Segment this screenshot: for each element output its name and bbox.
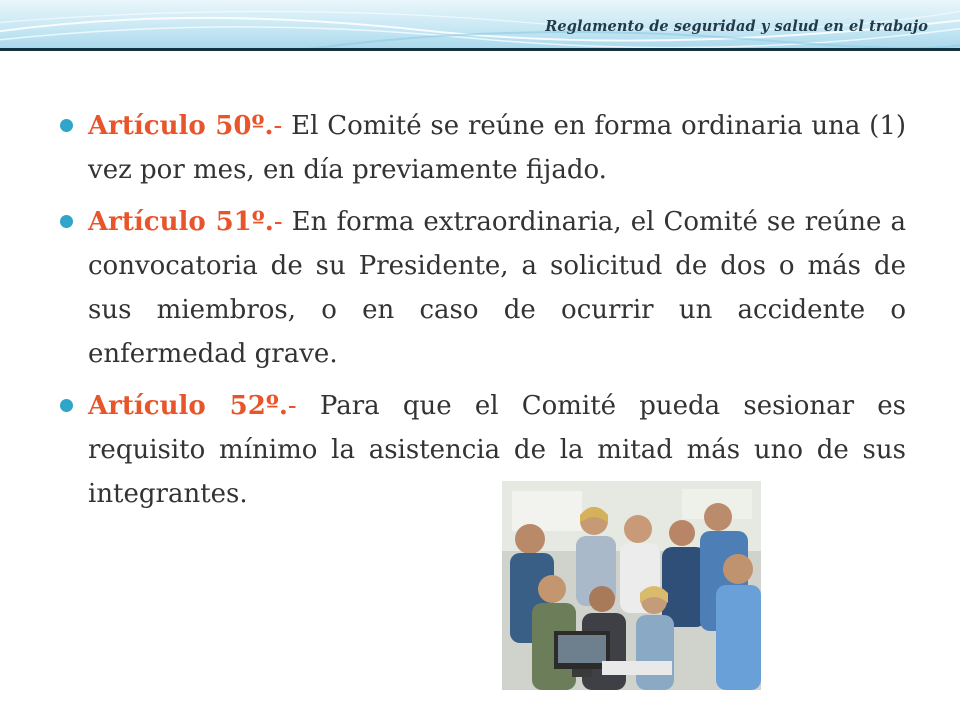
header-divider <box>0 48 960 51</box>
article-item <box>60 384 906 516</box>
article-separator: - <box>287 391 297 421</box>
bullet-icon <box>60 119 73 132</box>
article-label: Artículo 50º. <box>88 111 274 141</box>
meeting-photo <box>502 481 761 690</box>
bullet-icon <box>60 399 73 412</box>
article-text: Para que el Comité pueda sesionar es requisito mínimo la asistencia de la mitad más uno de sus integrantes. <box>88 391 906 509</box>
article-item <box>60 200 906 376</box>
article-item <box>60 104 906 192</box>
header-title: Reglamento de seguridad y salud en el trabajo <box>545 18 928 35</box>
article-separator: - <box>273 207 283 237</box>
bullet-icon <box>60 215 73 228</box>
article-label: Artículo 51º. <box>88 207 274 237</box>
article-text: En forma extraordinaria, el Comité se reúne a convocatoria de su Presidente, a solicitud de dos o más de sus miembros, o en caso de ocurrir un accidente o enfermedad grave. <box>88 207 906 369</box>
article-separator: - <box>273 111 283 141</box>
slide-header <box>0 0 960 50</box>
group-of-people-at-computer-photo <box>502 481 761 690</box>
article-list <box>60 104 906 524</box>
article-label: Artículo 52º. <box>88 391 288 421</box>
article-text: El Comité se reúne en forma ordinaria una (1) vez por mes, en día previamente fijado. <box>88 111 907 185</box>
